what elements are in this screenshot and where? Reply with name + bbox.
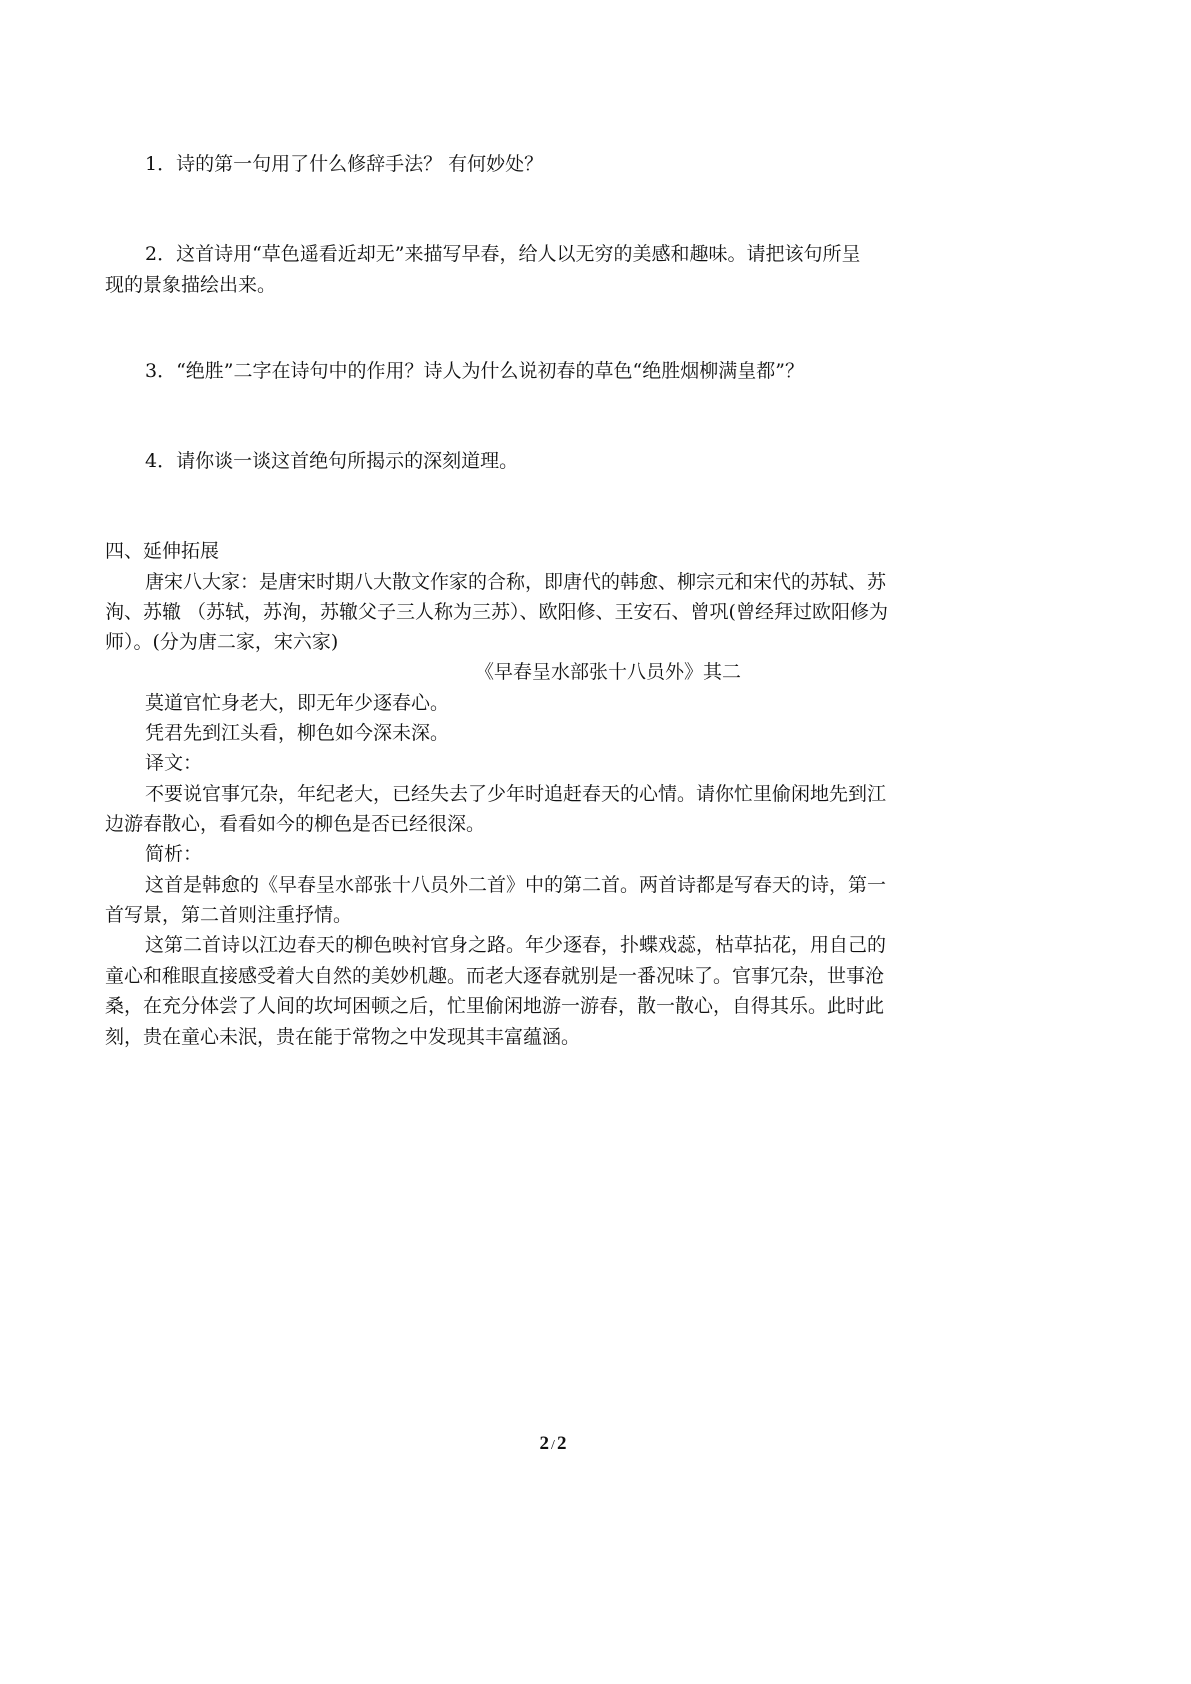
question-3: 3．“绝胜”二字在诗句中的作用？诗人为什么说初春的草色“绝胜烟柳满皇都”？ <box>145 360 804 382</box>
analysis-line-1: 这首是韩愈的《早春呈水部张十八员外二首》中的第二首。两首诗都是写春天的诗，第一 <box>145 874 887 896</box>
page-number-total: 2 <box>556 1433 567 1454</box>
intro-line-2: 洵、苏辙 （苏轼，苏洵，苏辙父子三人称为三苏）、欧阳修、王安石、曾巩(曾经拜过欧阳修为 <box>105 601 888 623</box>
intro-line-1: 唐宋八大家：是唐宋时期八大散文作家的合称，即唐代的韩愈、柳宗元和宋代的苏轼、苏 <box>145 571 887 593</box>
page-number <box>0 1433 1106 1455</box>
poem-line-2: 凭君先到江头看，柳色如今深未深。 <box>145 722 450 744</box>
page-number-separator: / <box>551 1438 555 1453</box>
analysis-line-6: 刻，贵在童心未泯，贵在能于常物之中发现其丰富蕴涵。 <box>105 1026 581 1048</box>
analysis-line-5: 桑，在充分体尝了人间的坎坷困顿之后，忙里偷闲地游一游春，散一散心，自得其乐。此时此 <box>105 995 885 1017</box>
analysis-line-3: 这第二首诗以江边春天的柳色映衬官身之路。年少逐春，扑蝶戏蕊，枯草拈花，用自己的 <box>145 934 887 956</box>
poem-line-1: 莫道官忙身老大，即无年少逐春心。 <box>145 692 450 714</box>
question-4: 4．请你谈一谈这首绝句所揭示的深刻道理。 <box>145 450 519 472</box>
analysis-label: 简析： <box>145 843 203 865</box>
question-1: 1．诗的第一句用了什么修辞手法？ 有何妙处？ <box>145 153 544 175</box>
question-2-line-2: 现的景象描绘出来。 <box>105 274 277 296</box>
page-number-current: 2 <box>539 1433 550 1454</box>
translation-label: 译文： <box>145 752 203 774</box>
translation-line-2: 边游春散心，看看如今的柳色是否已经很深。 <box>105 813 486 835</box>
analysis-line-2: 首写景，第二首则注重抒情。 <box>105 904 353 926</box>
section-heading: 四、延伸拓展 <box>105 540 220 562</box>
poem-title: 《早春呈水部张十八员外》其二 <box>474 661 741 683</box>
translation-line-1: 不要说官事冗杂，年纪老大，已经失去了少年时追赶春天的心情。请你忙里偷闲地先到江 <box>145 783 887 805</box>
question-2-line-1: 2．这首诗用“草色遥看近却无”来描写早春，给人以无穷的美感和趣味。请把该句所呈 <box>145 243 861 265</box>
analysis-line-4: 童心和稚眼直接感受着大自然的美妙机趣。而老大逐春就别是一番况味了。官事冗杂，世事沧 <box>105 965 885 987</box>
intro-line-3: 师）。(分为唐二家，宋六家) <box>105 631 339 653</box>
